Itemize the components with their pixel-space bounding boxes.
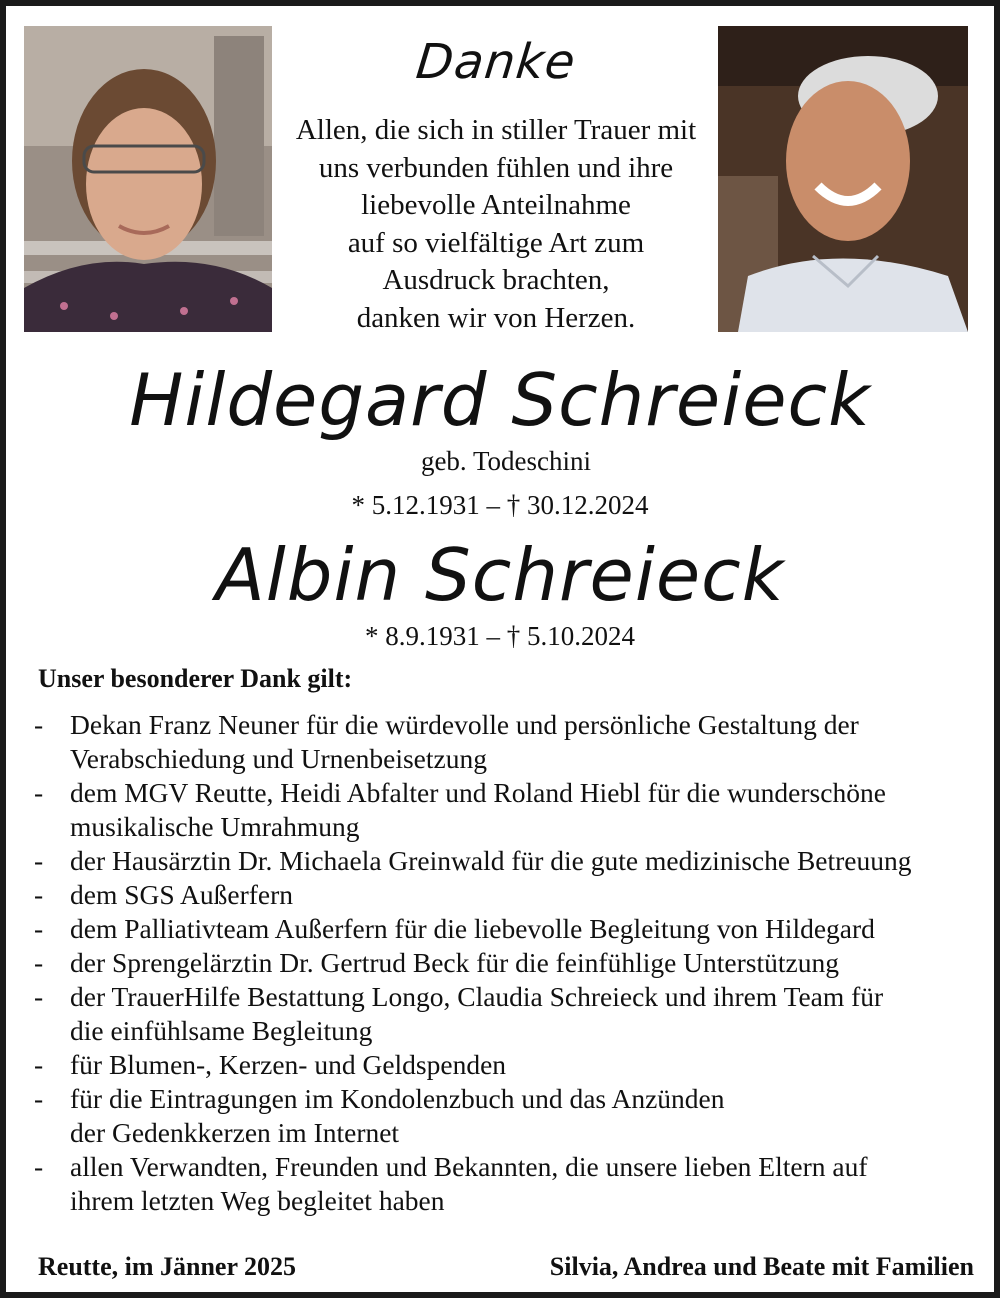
dash-bullet: - bbox=[34, 981, 44, 1012]
list-item: - dem SGS Außerfern bbox=[34, 879, 294, 910]
list-item: - der Sprengelärztin Dr. Gertrud Beck für die feinfühlige Unterstützung bbox=[34, 947, 839, 978]
thanks-message-line: danken wir von Herzen. bbox=[356, 301, 636, 334]
dash-bullet: - bbox=[34, 947, 44, 978]
thanks-message-line: liebevolle Anteilnahme bbox=[361, 189, 631, 221]
list-item: - allen Verwandten, Freunden und Bekannten, die unsere lieben Eltern auf ihrem letzten Weg begleitet haben bbox=[34, 1151, 868, 1216]
list-item: - Dekan Franz Neuner für die würdevolle und persönliche Gestaltung der Verabschiedung und Urnenbeisetzung bbox=[34, 709, 859, 774]
thanks-message-line: auf so vielfältige Art zum bbox=[347, 226, 645, 259]
dash-bullet: - bbox=[34, 1151, 44, 1182]
dash-bullet: - bbox=[34, 879, 44, 910]
portrait-woman-image bbox=[24, 26, 272, 332]
life-dates-albin: * 8.9.1931 – † 5.10.2024 bbox=[365, 621, 635, 651]
list-item: - der Hausärztin Dr. Michaela Greinwald für die gute medizinische Betreuung bbox=[34, 845, 912, 876]
dash-bullet: - bbox=[34, 845, 44, 876]
place-and-date: Reutte, im Jänner 2025 bbox=[38, 1252, 297, 1281]
dash-bullet: - bbox=[34, 777, 44, 808]
deceased-name-hildegard: Hildegard Schreieck bbox=[129, 358, 871, 442]
thanks-message-line: Ausdruck brachten, bbox=[382, 264, 610, 296]
list-item: - für die Eintragungen im Kondolenzbuch und das Anzünden der Gedenkkerzen im Internet bbox=[34, 1083, 725, 1148]
thanks-message-line: uns verbunden fühlen und ihre bbox=[318, 151, 674, 184]
special-thanks-heading: Unser besonderer Dank gilt: bbox=[38, 664, 353, 693]
life-dates-hildegard: * 5.12.1931 – † 30.12.2024 bbox=[351, 490, 649, 520]
thanks-message bbox=[266, 112, 726, 337]
dash-bullet: - bbox=[34, 1083, 44, 1114]
dash-bullet: - bbox=[34, 913, 44, 944]
special-thanks-list bbox=[34, 708, 994, 1218]
deceased-name-albin: Albin Schreieck bbox=[215, 533, 785, 617]
list-item: - dem MGV Reutte, Heidi Abfalter und Roland Hiebl für die wunderschöne musikalische Umrahmung bbox=[34, 777, 886, 842]
list-item: - dem Palliativteam Außerfern für die liebevolle Begleitung von Hildegard bbox=[34, 913, 875, 944]
list-item: - für Blumen-, Kerzen- und Geldspenden bbox=[34, 1049, 507, 1080]
portrait-man-image bbox=[718, 26, 968, 332]
thanks-title: Danke bbox=[413, 34, 579, 90]
birth-name: geb. Todeschini bbox=[420, 446, 592, 476]
thanks-message-line: Allen, die sich in stiller Trauer mit bbox=[295, 114, 697, 146]
portrait-photo-right bbox=[718, 26, 968, 332]
dash-bullet: - bbox=[34, 1049, 44, 1080]
list-item: - der TrauerHilfe Bestattung Longo, Claudia Schreieck und ihrem Team für die einfühlsame Begleitung bbox=[34, 981, 884, 1046]
portrait-photo-left bbox=[24, 26, 272, 332]
dash-bullet: - bbox=[34, 709, 44, 740]
family-signature: Silvia, Andrea und Beate mit Familien bbox=[549, 1252, 974, 1281]
